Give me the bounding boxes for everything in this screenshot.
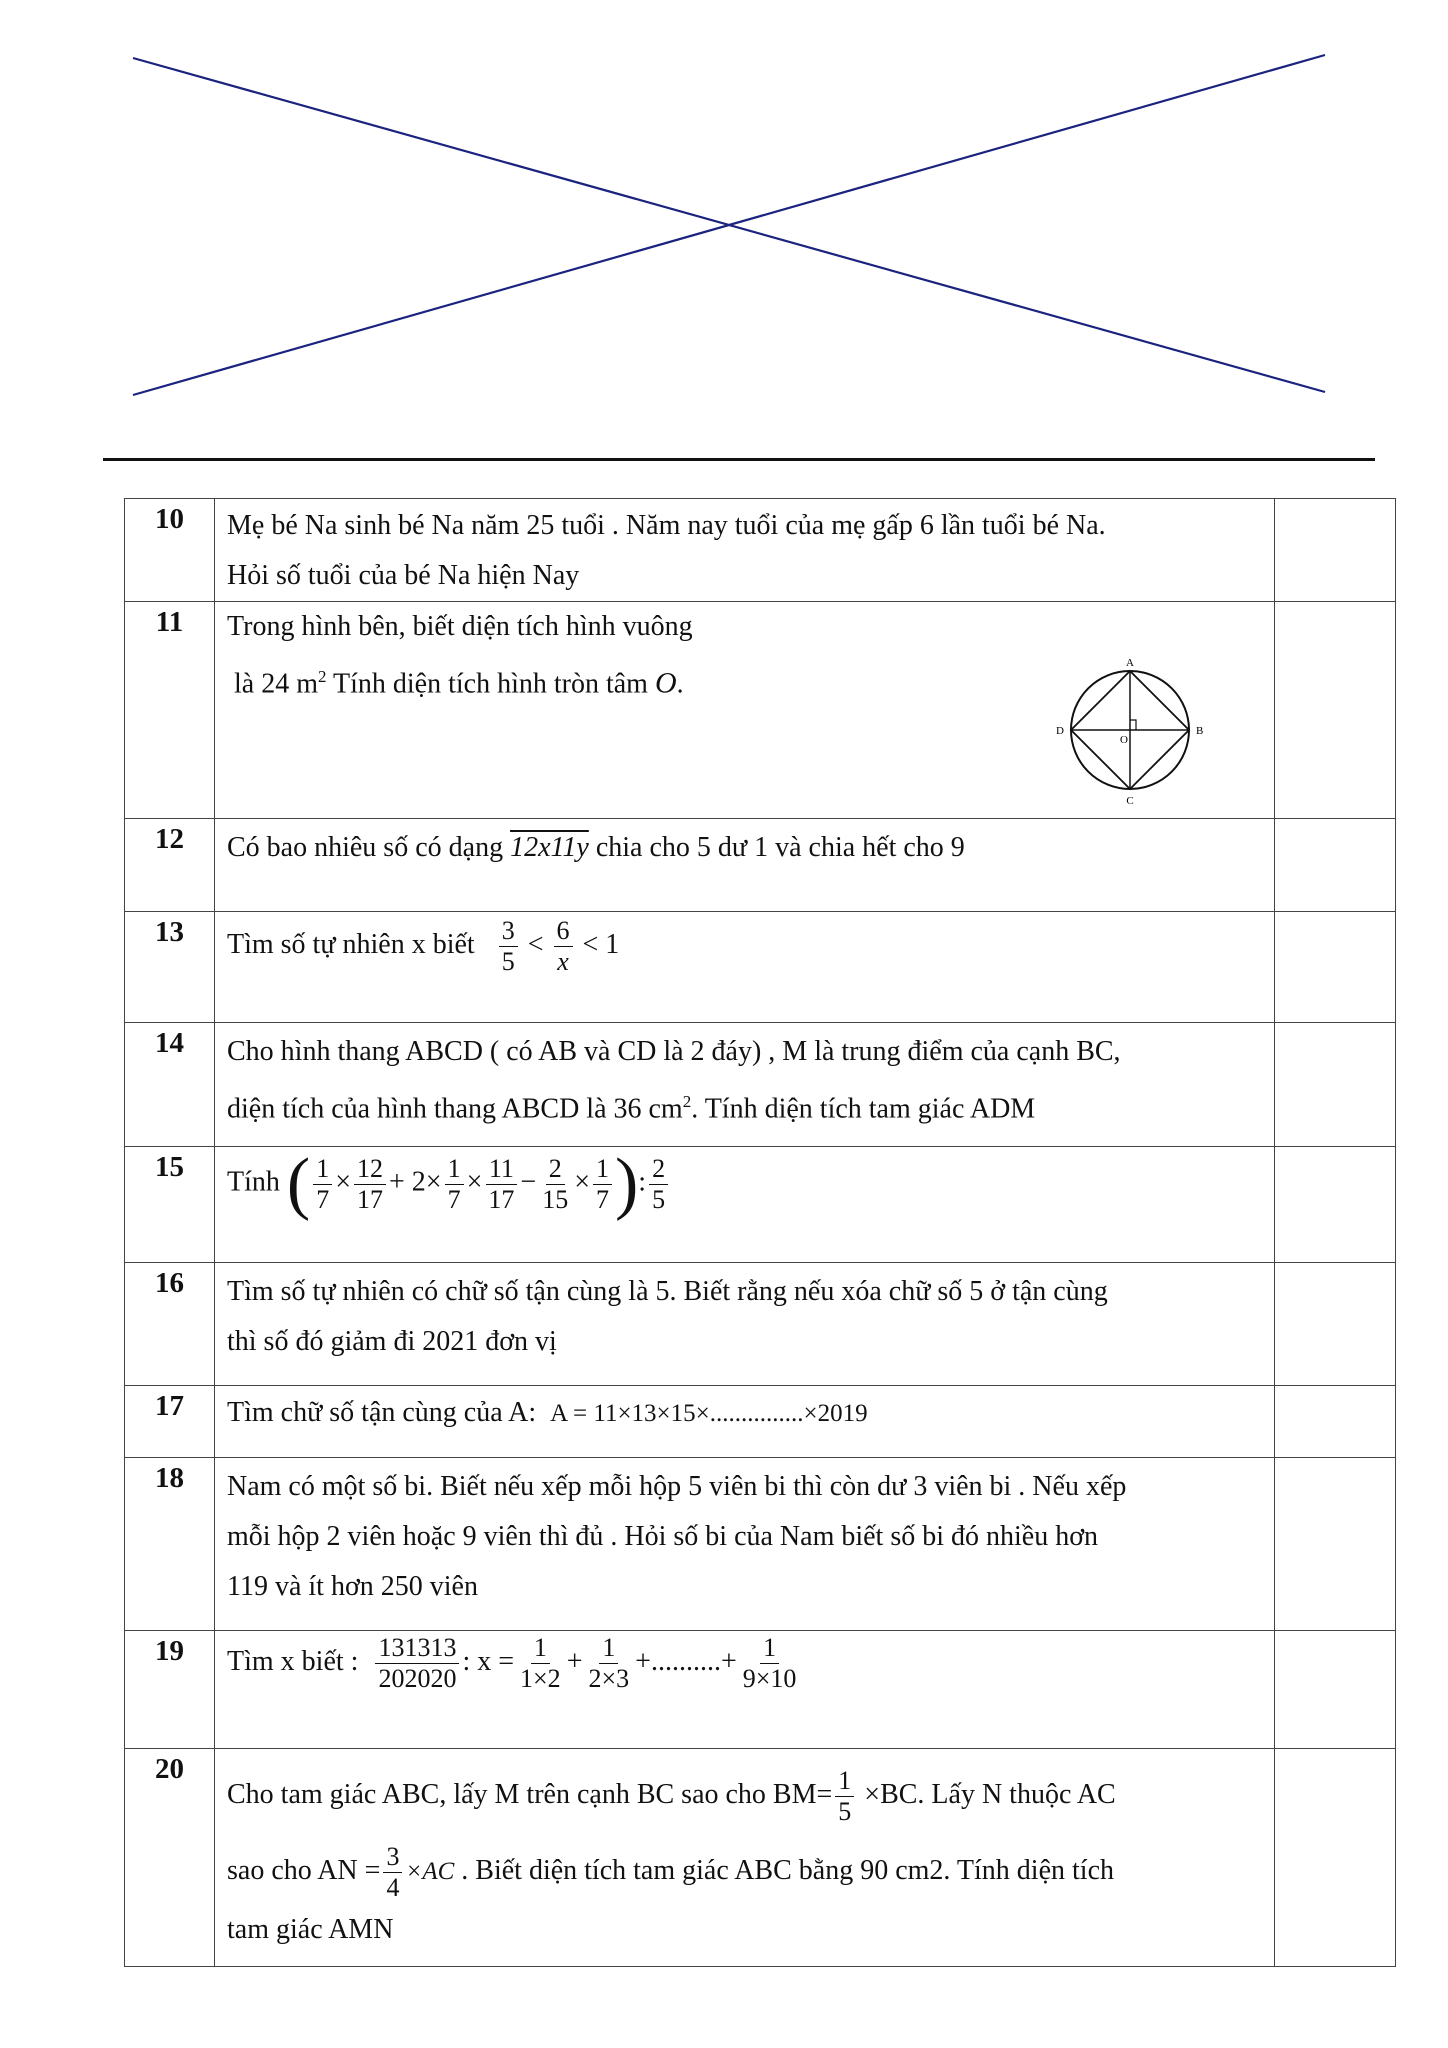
question-line: sao cho AN = $\frac{3}{4}$ ×AC . Biết diện tích tam giác ABC bằng 90 cm2. Tính diện tích [227, 1842, 1114, 1903]
fraction: $\frac{1}{5}$ [835, 1766, 854, 1827]
fraction: $\frac{12}{17}$ [354, 1154, 386, 1215]
text-part: là 24 m [234, 668, 318, 700]
variable: O [654, 666, 677, 700]
expression: A = 11×13×15×...............×2019 [550, 1400, 868, 1427]
question-text: Tìm x biết : $\frac{131313}{202020}$ : x = $\frac{1}{1\times 2}$ + $\frac{1}{2\times 3}$ +..........+ $\frac{1}{9\times 10}$ [215, 1631, 1275, 1749]
answer-cell[interactable] [1275, 1749, 1396, 1967]
table-row [125, 1023, 1396, 1147]
answer-cell[interactable] [1275, 1023, 1396, 1147]
operator: < [520, 928, 551, 960]
question-line: tam giác AMN [227, 1914, 394, 1945]
table-row [125, 1263, 1396, 1386]
text-part: Có bao nhiêu số có dạng [227, 832, 511, 863]
table-row [125, 1386, 1396, 1458]
superscript: 2 [318, 667, 327, 686]
answer-cell[interactable] [1275, 499, 1396, 602]
question-number: 14 [125, 1023, 215, 1147]
answer-cell[interactable] [1275, 602, 1396, 819]
fraction: $\frac{2}{15}$ [542, 1153, 569, 1214]
question-text [215, 499, 1275, 602]
question-line: Tìm số tự nhiên có chữ số tận cùng là 5. Biết rằng nếu xóa chữ số 5 ở tận cùng [227, 1276, 1108, 1307]
table-row [125, 912, 1396, 1023]
question-text [215, 819, 1275, 912]
table-row [125, 1631, 1396, 1749]
question-text [215, 1458, 1275, 1631]
table-row [125, 499, 1396, 602]
question-number: 15 [125, 1147, 215, 1263]
fraction: $\frac{2}{5}$ [649, 1154, 668, 1215]
question-text [215, 1386, 1275, 1458]
answer-cell[interactable] [1275, 1631, 1396, 1749]
label-b: B [1196, 725, 1204, 737]
table-row [125, 1147, 1396, 1263]
fraction: $\frac{1}{7}$ [313, 1154, 332, 1215]
label-o: O [1120, 734, 1128, 746]
fraction: $\frac{1}{2\times 3}$ [588, 1633, 630, 1693]
label-d: D [1056, 725, 1064, 737]
text-part: Tìm x biết : [227, 1645, 359, 1677]
question-line: 119 và ít hơn 250 viên [227, 1571, 478, 1602]
text-part: chia cho 5 dư 1 và chia hết cho 9 [588, 832, 965, 863]
label-a: A [1126, 657, 1134, 669]
answer-cell[interactable] [1275, 1458, 1396, 1631]
fraction: $\frac{1}{7}$ [445, 1154, 464, 1215]
question-line: Cho tam giác ABC, lấy M trên cạnh BC sao cho BM= $\frac{1}{5}$ ×BC. Lấy N thuộc AC [227, 1766, 1116, 1827]
text-part: Tìm chữ số tận cùng của A: [227, 1397, 537, 1428]
question-text [215, 1263, 1275, 1386]
question-number: 10 [125, 499, 215, 602]
question-number: 13 [125, 912, 215, 1023]
question-text [215, 1749, 1275, 1967]
label-c: C [1126, 795, 1134, 807]
text-part: . [676, 668, 684, 700]
close-paren: ) [614, 1145, 639, 1222]
table-row [125, 819, 1396, 912]
question-text [215, 1023, 1275, 1147]
question-number: 19 [125, 1631, 215, 1749]
question-line: diện tích của hình thang ABCD là 36 $cm^2$. Tính diện tích tam giác ADM [227, 1092, 1036, 1125]
fraction: $\frac{1}{9\times 10}$ [742, 1633, 797, 1693]
text-part: Tính diện tích hình tròn tâm [326, 668, 655, 700]
answer-cell[interactable] [1275, 1386, 1396, 1458]
table-row [125, 1749, 1396, 1967]
fraction: $\frac{11}{17}$ [485, 1154, 517, 1215]
question-number: 12 [125, 819, 215, 912]
fraction: $\frac{1}{1\times 2}$ [520, 1633, 561, 1693]
fraction: $\frac{1}{7}$ [593, 1154, 612, 1215]
circle-square-figure [1050, 650, 1210, 810]
header-cross-out-mark [0, 0, 1448, 420]
question-number: 17 [125, 1386, 215, 1458]
fraction: $\frac{6}{x}$ [554, 916, 573, 977]
question-text [215, 912, 1275, 1023]
question-line: Cho hình thang ABCD ( có AB và CD là 2 đáy) , M là trung điểm của cạnh BC, [227, 1036, 1121, 1067]
question-table [124, 498, 1396, 1967]
fraction: $\frac{3}{4}$ [383, 1842, 402, 1903]
question-number: 18 [125, 1458, 215, 1631]
answer-cell[interactable] [1275, 912, 1396, 1023]
question-line: Nam có một số bi. Biết nếu xếp mỗi hộp 5 viên bi thì còn dư 3 viên bi . Nếu xếp [227, 1471, 1127, 1502]
header-divider [103, 458, 1375, 461]
answer-cell[interactable] [1275, 1147, 1396, 1263]
answer-cell[interactable] [1275, 819, 1396, 912]
question-line: Mẹ bé Na sinh bé Na năm 25 tuổi . Năm nay tuổi của mẹ gấp 6 lần tuổi bé Na. [227, 510, 1106, 541]
text-part: Tìm số tự nhiên x biết [227, 928, 475, 960]
fraction: $\frac{3}{5}$ [499, 916, 518, 977]
text-part: Tính [227, 1166, 280, 1198]
open-paren: ( [286, 1145, 311, 1222]
operator: < 1 [575, 928, 620, 960]
question-text [215, 602, 1275, 819]
question-line: thì số đó giảm đi 2021 đơn vị [227, 1326, 557, 1357]
question-number: 16 [125, 1263, 215, 1386]
answer-cell[interactable] [1275, 1263, 1396, 1386]
question-number: 20 [125, 1749, 215, 1967]
overlined-number: 12x11y [510, 832, 589, 863]
question-number: 11 [125, 602, 215, 819]
table-row [125, 602, 1396, 819]
question-line: mỗi hộp 2 viên hoặc 9 viên thì đủ . Hỏi số bi của Nam biết số bi đó nhiều hơn [227, 1521, 1099, 1552]
table-row [125, 1458, 1396, 1631]
question-line: Trong hình bên, biết diện tích hình vuông [227, 611, 693, 642]
question-line: Hỏi số tuổi của bé Na hiện Nay [227, 560, 580, 591]
fraction: $\frac{131313}{202020}$ [375, 1633, 459, 1694]
question-text: Tính ( $\frac{1}{7}$ × $\frac{12}{17}$ + 2× $\frac{1}{7}$ × $\frac{11}{17}$ − $\frac{2}{15}$ × $\frac{1}{7}$ ): $\frac{2}{5}$ [215, 1147, 1275, 1263]
